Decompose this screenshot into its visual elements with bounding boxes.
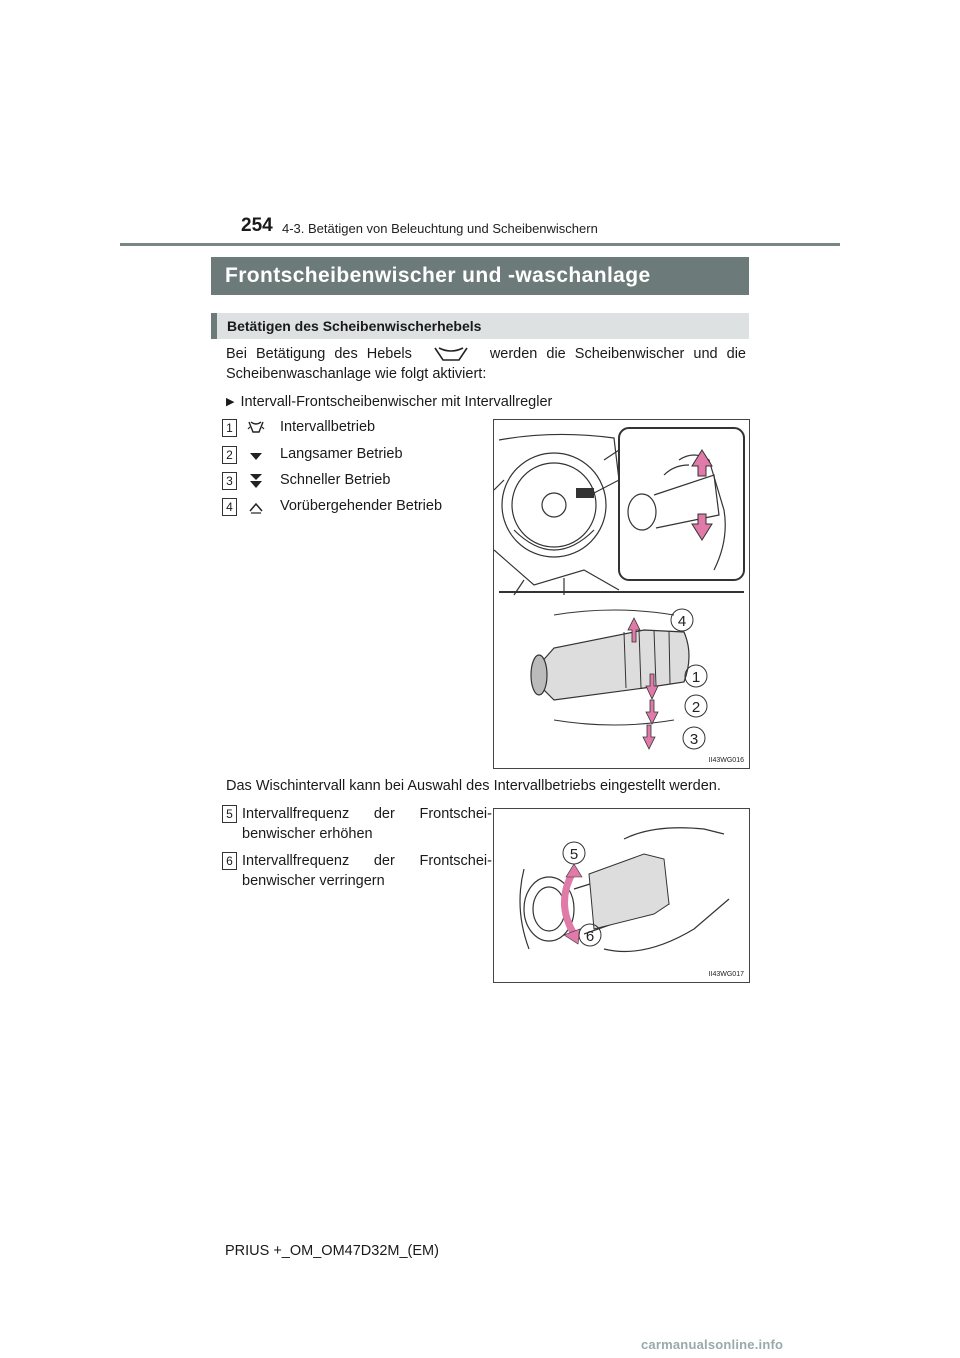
figure1-callout: 4 [677, 613, 687, 630]
interval-ring-illustration [494, 809, 749, 982]
mode-label: Langsamer Betrieb [280, 446, 403, 462]
adjust-text [242, 851, 492, 891]
interval-note: Das Wischintervall kann bei Auswahl des Intervallbetriebs eingestellt werden. [226, 778, 721, 794]
intro-before-icon: Bei Betätigung des Hebels [226, 346, 412, 362]
adjust-number: 6 [222, 852, 237, 870]
figure-interval-ring [493, 808, 750, 983]
mode-number: 3 [222, 472, 237, 490]
figure-caption: II43WG016 [708, 757, 744, 764]
intermittent-wiper-icon [247, 420, 265, 439]
up-chevron-icon [247, 501, 265, 519]
document-code: PRIUS +_OM_OM47D32M_(EM) [225, 1243, 439, 1259]
mode-label: Vorübergehender Betrieb [280, 498, 443, 514]
figure1-callout: 1 [691, 669, 701, 686]
adjust-line-2: benwischer erhöhen [242, 826, 373, 842]
section-title: Frontscheibenwischer und -waschanlage [211, 257, 749, 295]
adjust-number: 5 [222, 805, 237, 823]
adjust-text [242, 804, 492, 844]
subsection-title: Betätigen des Scheibenwischerhebels [211, 313, 749, 339]
chapter-heading: 4-3. Betätigen von Beleuchtung und Scheibenwischern [282, 221, 598, 236]
bullet-marker: ▶ [226, 396, 235, 408]
mode-number: 4 [222, 498, 237, 516]
adjust-line-1: Intervallfrequenz der Frontschei- [242, 853, 492, 869]
figure2-callout: 5 [569, 846, 579, 863]
mode-number: 1 [222, 419, 237, 437]
figure-caption: II43WG017 [708, 971, 744, 978]
page-number: 254 [241, 215, 273, 236]
watermark: carmanualsonline.info [641, 1337, 784, 1352]
mode-number: 2 [222, 446, 237, 464]
mode-label: Intervallbetrieb [280, 419, 376, 435]
wiper-lever-icon [429, 345, 473, 363]
intro-after-icon: werden die Scheibenwischer und die [489, 346, 746, 362]
bullet-text: Intervall-Frontscheibenwischer mit Intervallregler [240, 394, 553, 410]
adjust-line-2: benwischer verringern [242, 873, 385, 889]
single-down-arrow-icon [247, 449, 265, 467]
intro-line-2: Scheibenwaschanlage wie folgt aktiviert: [226, 366, 487, 382]
adjust-line-1: Intervallfrequenz der Frontschei- [242, 806, 492, 822]
figure1-callout: 2 [691, 699, 701, 716]
mode-label: Schneller Betrieb [280, 472, 391, 488]
figure1-callout: 3 [689, 731, 699, 748]
intro-line-1 [226, 344, 746, 364]
header-rule [120, 243, 840, 246]
bullet-item [226, 392, 552, 413]
double-down-arrow-icon [247, 472, 265, 495]
wiper-lever-illustration [494, 420, 749, 768]
figure2-callout: 6 [585, 928, 595, 945]
figure-wiper-lever [493, 419, 750, 769]
